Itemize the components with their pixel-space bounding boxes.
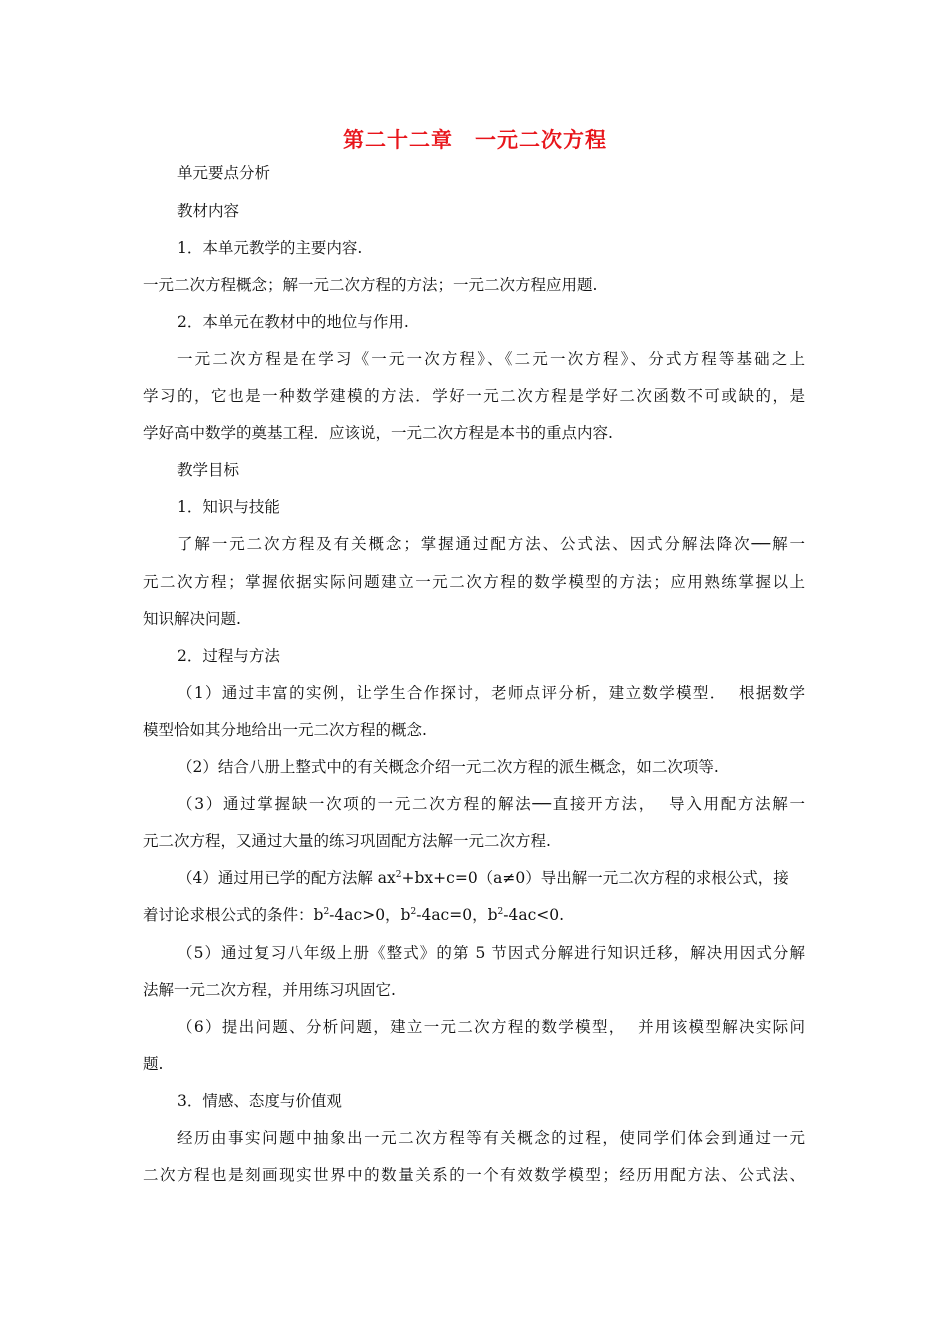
- paragraph-line: 二次方程也是刻画现实世界中的数量关系的一个有效数学模型；经历用配方法、公式法、: [143, 1166, 805, 1184]
- section-heading-content: 教材内容: [177, 202, 240, 220]
- paragraph-line: 一元二次方程是在学习《一元一次方程》、《二元一次方程》、分式方程等基础之上: [177, 350, 805, 368]
- chapter-title: 第二十二章 一元二次方程: [343, 127, 607, 152]
- paragraph-line: 题.: [143, 1055, 164, 1073]
- item-heading: 2．本单元在教材中的地位与作用.: [177, 313, 409, 331]
- paragraph-line: 元二次方程；掌握依据实际问题建立一元二次方程的数学模型的方法；应用熟练掌握以上: [143, 573, 805, 591]
- paragraph-line: 学好高中数学的奠基工程．应该说，一元二次方程是本书的重点内容.: [143, 424, 613, 442]
- superscript-2: 2: [395, 870, 402, 880]
- paragraph-line: （5）通过复习八年级上册《整式》的第 5 节因式分解进行知识迁移，解决用因式分解: [177, 944, 805, 962]
- paragraph-line: 一元二次方程概念；解一元二次方程的方法；一元二次方程应用题.: [143, 276, 598, 294]
- paragraph-line: 知识解决问题.: [143, 610, 241, 628]
- item-heading: 3．情感、态度与价值观: [177, 1092, 342, 1110]
- paragraph-line: （3）通过掌握缺一次项的一元二次方程的解法──直接开方法， 导入用配方法解一: [177, 795, 805, 813]
- paragraph-line: 模型恰如其分地给出一元二次方程的概念.: [143, 721, 427, 739]
- item-heading: 1．本单元教学的主要内容.: [177, 239, 363, 257]
- item-heading: 1．知识与技能: [177, 498, 280, 516]
- section-heading-goals: 教学目标: [177, 461, 240, 479]
- paragraph-line: 法解一元二次方程，并用练习巩固它.: [143, 981, 396, 999]
- paragraph-line: 了解一元二次方程及有关概念；掌握通过配方法、公式法、因式分解法降次──解一: [177, 535, 805, 553]
- paragraph-line-formula: （4）通过用已学的配方法解 $ax^2+bx+c=0(a\ne 0)$导出解一元二次方程的求根公式，接: [177, 869, 789, 887]
- paragraph-line-conditions: 着讨论求根公式的条件：$b^2-4ac>0$，$b^2-4ac=0$，$b^2-4ac<0$.: [143, 906, 565, 924]
- paragraph-line: 元二次方程，又通过大量的练习巩固配方法解一元二次方程.: [143, 832, 551, 850]
- paragraph-line: （6）提出问题、分析问题，建立一元二次方程的数学模型， 并用该模型解决实际问: [177, 1018, 805, 1036]
- section-heading-unit-analysis: 单元要点分析: [177, 164, 271, 182]
- paragraph-line: （2）结合八册上整式中的有关概念介绍一元二次方程的派生概念，如二次项等.: [177, 758, 719, 776]
- paragraph-line: 学习的，它也是一种数学建模的方法．学好一元二次方程是学好二次函数不可或缺的，是: [143, 387, 805, 405]
- paragraph-line: （1）通过丰富的实例，让学生合作探讨，老师点评分析，建立数学模型． 根据数学: [177, 684, 805, 702]
- item-heading: 2．过程与方法: [177, 647, 280, 665]
- paragraph-line: 经历由事实问题中抽象出一元二次方程等有关概念的过程，使同学们体会到通过一元: [177, 1129, 805, 1147]
